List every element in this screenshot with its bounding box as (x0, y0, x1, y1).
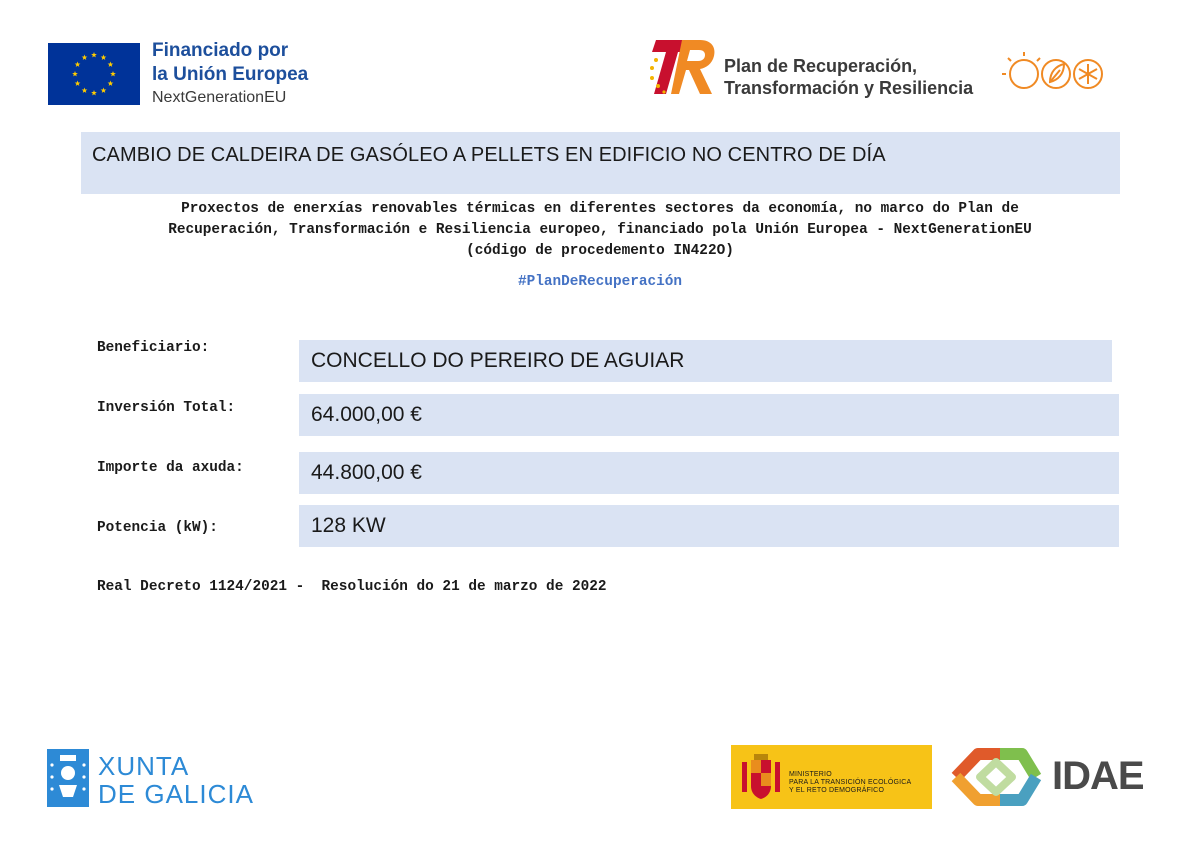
total-investment-value: 64.000,00 € (311, 403, 422, 426)
description-line3: (código de procedemento IN422O) (466, 243, 734, 259)
power-value-box (299, 505, 1119, 547)
beneficiary-label: Beneficiario: (97, 340, 210, 356)
beneficiary-value: CONCELLO DO PEREIRO DE AGUIAR (311, 349, 685, 372)
total-investment-value-box (299, 394, 1119, 436)
ministry-logo (731, 745, 932, 809)
aid-amount-label: Importe da axuda: (97, 460, 244, 476)
title-band (81, 132, 1120, 194)
aid-amount-value-box (299, 452, 1119, 494)
prtr-logo-line1: Plan de Recuperación, (724, 56, 918, 76)
idae-logo-icon (948, 744, 1044, 810)
total-investment-label: Inversión Total: (97, 400, 236, 416)
spain-coat-of-arms-icon (740, 752, 782, 802)
xunta-logo-line1: XUNTA (98, 751, 190, 781)
sun-leaf-snowflake-icon (1000, 46, 1112, 96)
power-value: 128 KW (311, 514, 386, 537)
page-title: CAMBIO DE CALDEIRA DE GASÓLEO A PELLETS EN EDIFICIO NO CENTRO DE DÍA (92, 144, 886, 166)
eu-logo-line3: NextGenerationEU (152, 89, 287, 106)
idae-logo-text: IDAE (1052, 754, 1144, 798)
ministry-line1: MINISTERIO (789, 771, 832, 778)
legal-reference: Real Decreto 1124/2021 - Resolución do 21 de marzo de 2022 (97, 579, 607, 595)
prtr-logo-line2: Transformación y Resiliencia (724, 78, 974, 98)
power-label: Potencia (kW): (97, 520, 218, 536)
description-line1: Proxectos de enerxías renovables térmicas en diferentes sectores da economía, no marco do Plan de (181, 201, 1019, 217)
beneficiary-value-box (299, 340, 1112, 382)
eu-logo-line2: la Unión Europea (152, 64, 309, 85)
ministry-line3: Y EL RETO DEMOGRÁFICO (789, 787, 885, 794)
hashtag: #PlanDeRecuperación (517, 274, 683, 290)
eu-flag-icon (48, 43, 140, 105)
xunta-shield-icon (47, 749, 89, 807)
description (70, 199, 1130, 262)
description-line2: Recuperación, Transformación e Resiliencia europeo, financiado pola Unión Europea - NextGenerationEU (168, 222, 1032, 238)
ministry-line2: PARA LA TRANSICIÓN ECOLÓGICA (789, 779, 912, 786)
prtr-logo-icon (648, 38, 718, 96)
eu-logo-line1: Financiado por (152, 40, 289, 61)
aid-amount-value: 44.800,00 € (311, 461, 422, 484)
xunta-logo-line2: DE GALICIA (98, 779, 254, 809)
